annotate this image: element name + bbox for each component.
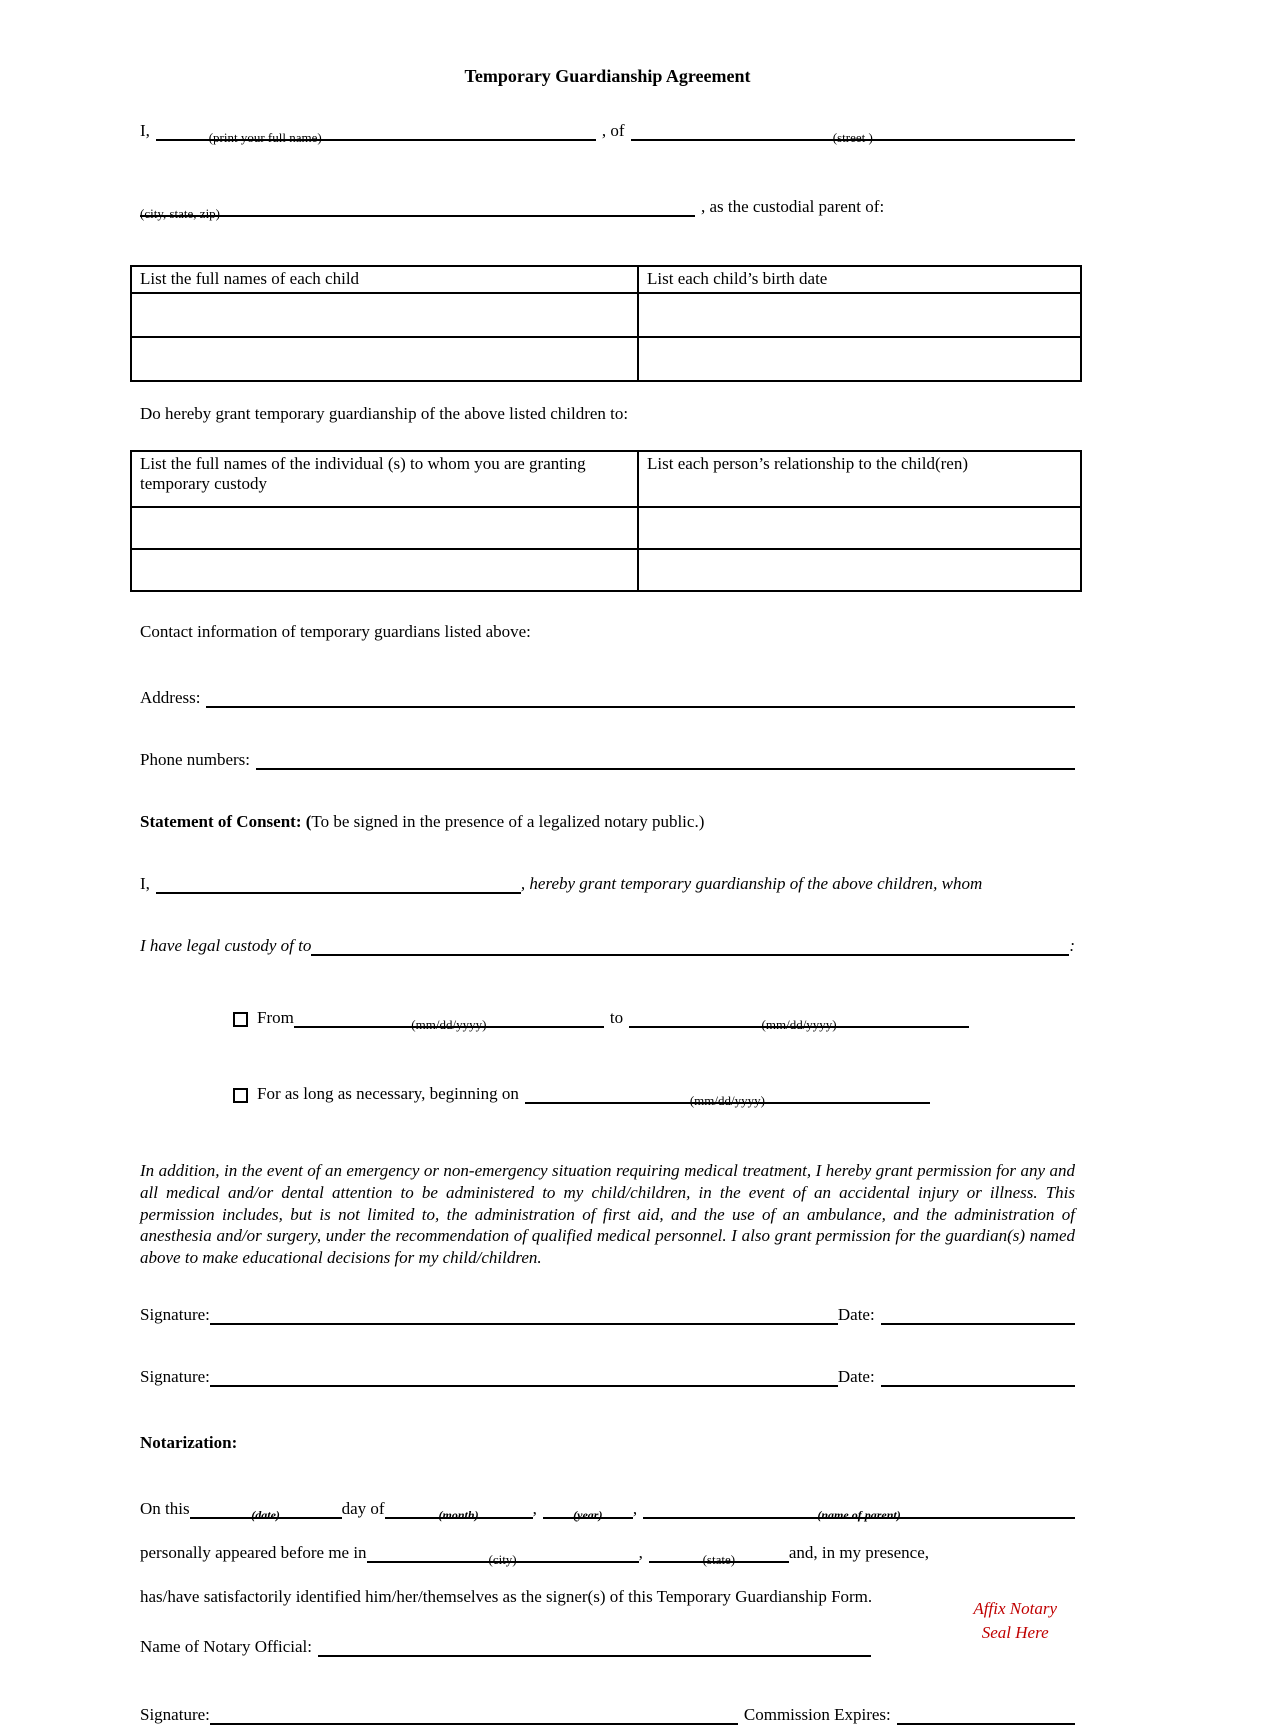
notary-signature-row [140, 1705, 1075, 1725]
from-date-caption: (mm/dd/yyyy) [411, 1017, 487, 1032]
to-label: to [609, 1008, 624, 1027]
from-to-row [140, 1008, 1075, 1032]
date-field[interactable] [881, 1310, 1075, 1325]
signature-label: Signature: [140, 1304, 210, 1324]
consent-name-field[interactable] [156, 879, 521, 894]
seal-note-line2: Seal Here [981, 1623, 1049, 1643]
table-header-row [131, 451, 1081, 507]
signature-row [140, 1305, 1075, 1325]
street-field[interactable] [631, 126, 1075, 145]
table-header-row [131, 266, 1081, 293]
address-field[interactable] [206, 693, 1075, 708]
phone-field[interactable] [256, 755, 1075, 770]
custody-suffix: : [1069, 936, 1075, 955]
notary-date-field[interactable] [190, 1504, 342, 1522]
guardian-relationship-cell[interactable] [638, 549, 1081, 591]
guardians-table [130, 450, 1082, 592]
notary-city-field[interactable] [367, 1548, 639, 1567]
commission-expires-label: Commission Expires: [743, 1704, 891, 1724]
beginning-date-caption: (mm/dd/yyyy) [689, 1093, 765, 1108]
from-date-field[interactable] [294, 1013, 604, 1032]
signature-field[interactable] [210, 1372, 838, 1387]
table-row [131, 507, 1081, 549]
table-row [131, 549, 1081, 591]
to-date-field[interactable] [629, 1013, 969, 1032]
consent-name-row [140, 874, 1075, 894]
city-state-zip-caption: (city, state, zip) [140, 206, 221, 221]
street-caption: (street ) [832, 130, 873, 145]
phone-row [140, 750, 1075, 770]
date-label: Date: [837, 1304, 875, 1324]
appeared-label: personally appeared before me in [140, 1542, 367, 1562]
phone-label: Phone numbers: [140, 750, 251, 769]
as-long-checkbox[interactable] [233, 1088, 248, 1103]
consent-heading-bold: Statement of Consent: ( [140, 812, 312, 831]
identified-statement: has/have satisfactorily identified him/her/themselves as the signer(s) of this Temporary Guardianship Form. [140, 1586, 873, 1606]
as-long-label: For as long as necessary, beginning on [257, 1084, 519, 1103]
notarization-section [140, 1499, 1075, 1725]
date-caption: (date) [251, 1507, 280, 1522]
comma: , [532, 1498, 537, 1518]
city-caption: (city) [488, 1551, 517, 1567]
notary-name-field[interactable] [318, 1642, 871, 1657]
notarization-heading: Notarization: [140, 1432, 238, 1452]
notary-year-field[interactable] [543, 1504, 633, 1522]
notary-name-row [140, 1637, 1075, 1657]
from-label: From [257, 1008, 294, 1027]
from-to-checkbox[interactable] [233, 1012, 248, 1027]
guardian-relationship-cell[interactable] [638, 507, 1081, 549]
to-date-caption: (mm/dd/yyyy) [761, 1017, 837, 1032]
city-state-zip-field[interactable] [140, 202, 695, 221]
table-row [131, 337, 1081, 381]
month-caption: (month) [438, 1507, 479, 1522]
city-custodial-row [140, 197, 1075, 221]
child-birthdate-cell[interactable] [638, 337, 1081, 381]
custody-row [140, 936, 1075, 956]
day-of-label: day of [341, 1498, 385, 1518]
parent-name-caption: (name of parent) [817, 1507, 901, 1522]
custody-field[interactable] [311, 941, 1069, 956]
on-this-label: On this [140, 1498, 190, 1518]
notary-signature-field[interactable] [210, 1710, 738, 1725]
signature-field[interactable] [210, 1310, 838, 1325]
comma: , [638, 1542, 643, 1562]
child-name-cell[interactable] [131, 337, 638, 381]
address-label: Address: [140, 688, 201, 707]
parent-name-caption: (print your full name) [208, 130, 322, 145]
affix-notary-seal-note [973, 1597, 1057, 1646]
as-long-row [140, 1084, 1075, 1108]
table-row [131, 293, 1081, 337]
custodial-parent-label: , as the custodial parent of: [701, 197, 885, 216]
grant-statement: Do hereby grant temporary guardianship of the above listed children to: [140, 404, 629, 423]
page-title: Temporary Guardianship Agreement [464, 66, 751, 86]
guardian-relationship-header: List each person’s relationship to the child(ren) [638, 451, 1081, 507]
children-names-header: List the full names of each child [131, 266, 638, 293]
date-label: Date: [837, 1366, 875, 1386]
guardian-name-cell[interactable] [131, 507, 638, 549]
signature-row [140, 1367, 1075, 1387]
comma: , [632, 1498, 638, 1518]
notary-month-field[interactable] [385, 1504, 533, 1522]
appeared-row [140, 1542, 1075, 1567]
presence-label: and, in my presence, [788, 1542, 930, 1562]
i-prefix-label: I, [140, 121, 150, 140]
notary-name-label: Name of Notary Official: [140, 1636, 312, 1656]
of-label: , of [601, 121, 625, 140]
medical-consent-paragraph: In addition, in the event of an emergency or non-emergency situation requiring medical treatment, I hereby grant permission for any and all medical and/or dental attention to be administered to my child/children, in the event of an accidental injury or illness. This permission includes, but is not limited to, the administration of first aid, and the use of an ambulance, and the administration of anesthesia and/or surgery, under the recommendation of qualified medical personnel. I also grant permission for the guardian(s) named above to make educational decisions for my child/children. [140, 1161, 1075, 1267]
parent-name-street-row [140, 121, 1075, 145]
contact-heading: Contact information of temporary guardians listed above: [140, 622, 531, 641]
signature-label: Signature: [140, 1366, 210, 1386]
year-caption: (year) [573, 1507, 603, 1522]
consent-heading [140, 812, 1075, 832]
child-name-cell[interactable] [131, 293, 638, 337]
address-row [140, 688, 1075, 708]
guardian-name-cell[interactable] [131, 549, 638, 591]
custody-text: I have legal custody of to [140, 936, 312, 955]
children-table [130, 265, 1082, 382]
beginning-date-field[interactable] [525, 1089, 930, 1108]
seal-note-line1: Affix Notary [973, 1598, 1057, 1618]
guardian-names-header: List the full names of the individual (s) to whom you are granting temporary custody [131, 451, 638, 507]
child-birthdate-cell[interactable] [638, 293, 1081, 337]
parent-name-field[interactable] [156, 126, 596, 145]
state-caption: (state) [702, 1551, 736, 1567]
commission-date-field[interactable] [897, 1710, 1075, 1725]
consent-heading-rest: To be signed in the presence of a legalized notary public.) [311, 812, 705, 831]
date-field[interactable] [881, 1372, 1075, 1387]
consent-grant-text: , hereby grant temporary guardianship of the above children, whom [520, 874, 983, 893]
parent-name-field[interactable] [643, 1504, 1075, 1522]
children-birthdate-header: List each child’s birth date [638, 266, 1081, 293]
i-prefix-label: I, [140, 874, 150, 893]
notary-state-field[interactable] [649, 1548, 789, 1567]
signature-label: Signature: [140, 1704, 210, 1724]
on-this-row [140, 1498, 1075, 1522]
